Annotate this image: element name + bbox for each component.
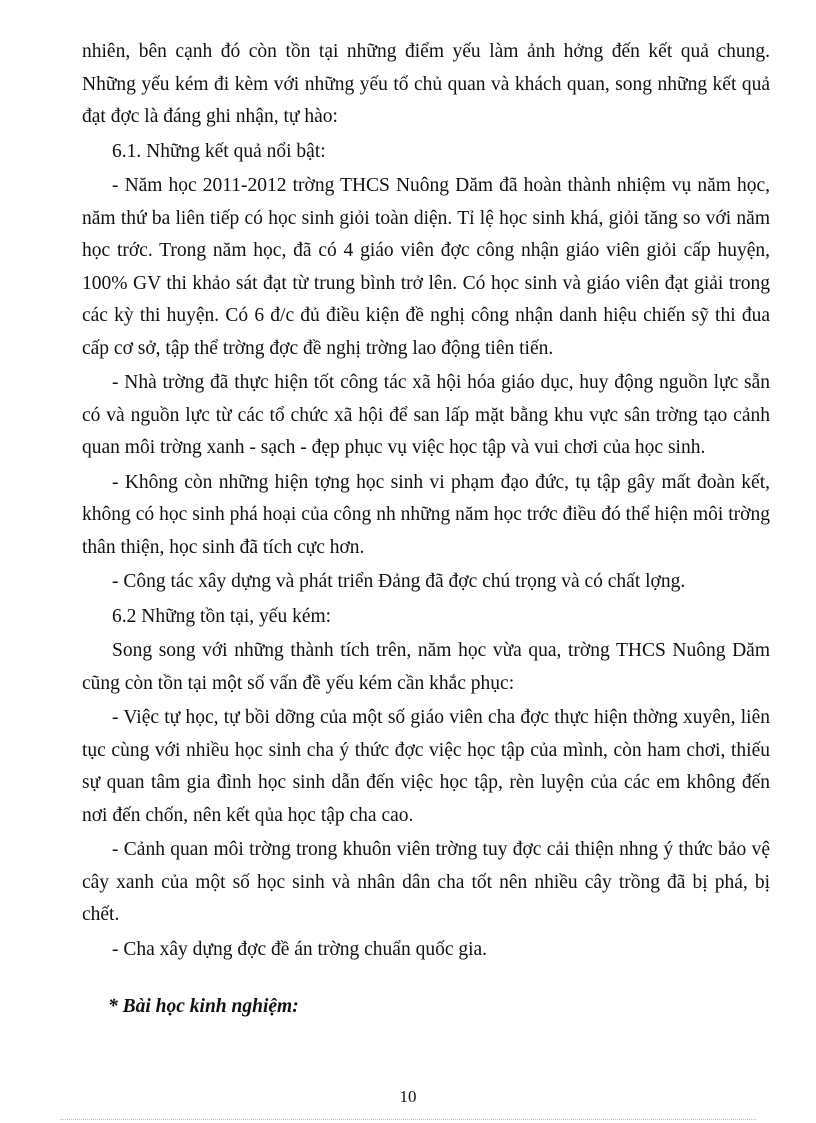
document-body <box>82 36 770 968</box>
paragraph-national-standard: - Cha xây dựng đợc đề án trờng chuẩn quốc gia. <box>112 938 488 960</box>
paragraph-party-development: - Công tác xây dựng và phát triển Đảng đã đợc chú trọng và có chất lợng. <box>112 571 686 592</box>
paragraph-weaknesses-intro: Song song với những thành tích trên, năm học vừa qua, trờng THCS Nuông Dăm cũng còn tồn tại một số vấn đề yếu kém cần khắc phục: <box>82 640 770 694</box>
paragraph-self-study: - Việc tự học, tự bồi dỡng của một số giáo viên cha đợc thực hiện thờng xuyên, liên tục cùng với nhiều học sinh cha ý thức đợc việc học tập của mình, còn ham chơi, thiếu sự quan tâm gia đình học sinh dẫn đến việc học tập, rèn luyện của các em không đến nơi đến chốn, nên kết qủa học tập cha cao. <box>82 707 770 826</box>
lesson-heading: * Bài học kinh nghiệm: <box>108 996 299 1017</box>
paragraph-student-behavior: - Không còn những hiện tợng học sinh vi phạm đạo đức, tụ tập gây mất đoàn kết, không có học sinh phá hoại của công nh những năm học trớc điều đó thể hiện môi trờng thân thiện, học sinh đã tích cực hơn. <box>82 471 770 558</box>
section-heading-achievements: 6.1. Những kết quả nổi bật: <box>112 140 326 162</box>
paragraph-landscape: - Cảnh quan môi trờng trong khuôn viên trờng tuy đợc cải thiện nhng ý thức bảo vệ cây xanh của một số học sinh và nhân dân cha tốt nên nhiều cây trồng đã bị phá, bị chết. <box>82 839 770 925</box>
section-heading-weaknesses: 6.2 Những tồn tại, yếu kém: <box>112 605 332 627</box>
page-number: 10 <box>399 1087 417 1106</box>
paragraph-intro-continuation: nhiên, bên cạnh đó còn tồn tại những điểm yếu làm ảnh hởng đến kết quả chung. Những yếu kém đi kèm với những yếu tố chủ quan và khách quan, song những kết quả đạt đợc là đáng ghi nhận, tự hào: <box>82 41 770 127</box>
paragraph-socialization: - Nhà trờng đã thực hiện tốt công tác xã hội hóa giáo dục, huy động nguồn lực sẵn có và nguồn lực từ các tổ chức xã hội để san lấp mặt bằng khu vực sân trờng tạo cảnh quan môi trờng xanh - sạch - đẹp phục vụ việc học tập và vui chơi của học sinh. <box>82 372 770 458</box>
paragraph-school-year-results: - Năm học 2011-2012 trờng THCS Nuông Dăm đã hoàn thành nhiệm vụ năm học, năm thứ ba liên tiếp có học sinh giỏi toàn diện. Tỉ lệ học sinh khá, giỏi tăng so với năm học trớc. Trong năm học, đã có 4 giáo viên đợc công nhận giáo viên giỏi cấp huyện, 100% GV thi khảo sát đạt từ trung bình trở lên. Có học sinh và giáo viên đạt giải trong các kỳ thi huyện. Có 6 đ/c đủ điều kiện đề nghị công nhận danh hiệu chiến sỹ thi đua cấp cơ sở, tập thể trờng đợc đề nghị trờng lao động tiên tiến. <box>82 175 770 359</box>
page-bottom-divider <box>60 1119 756 1120</box>
